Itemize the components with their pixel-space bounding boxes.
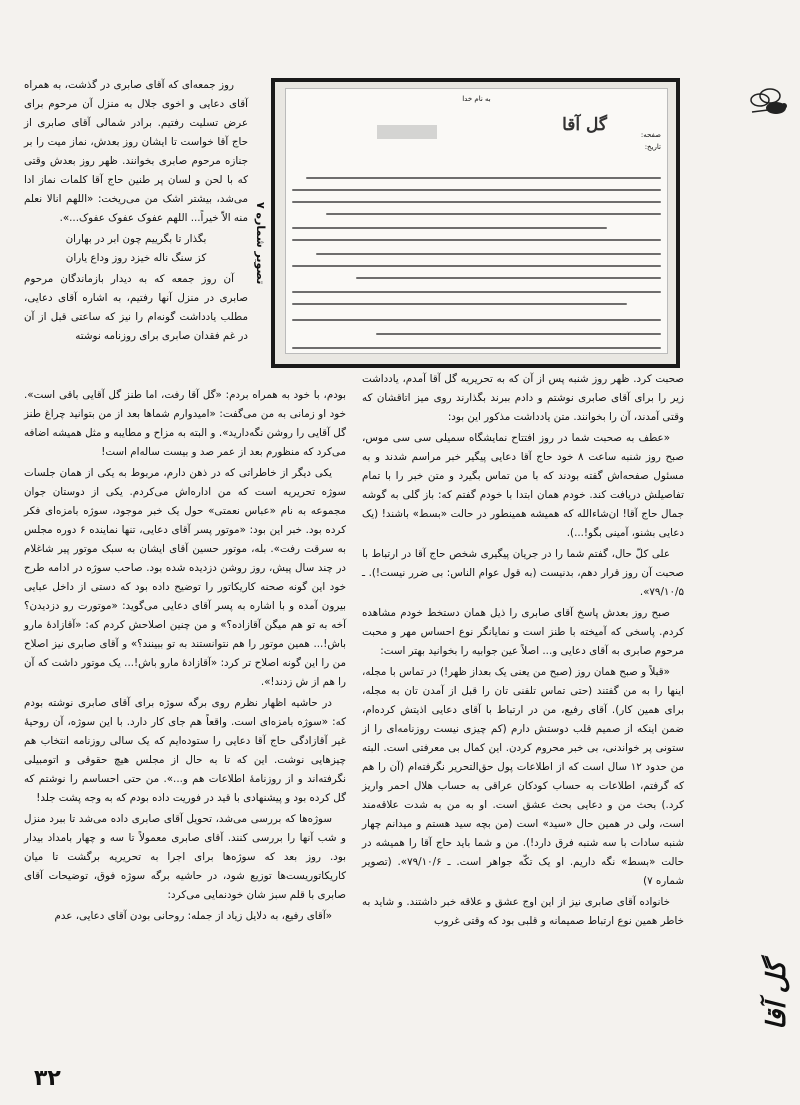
paragraph: «آقای رفیع، به دلایل زیاد از جمله: روحانی بودن آقای دعایی، عدم <box>54 910 332 922</box>
paragraph: یکی دیگر از خاطراتی که در ذهن دارم، مربوط به یکی از همان جلسات سوژه تحریریه است که من اداره‌اش می‌کردم. یکی از دوستان جوان مجموعه به نام «عباس نعمتی» حول یک خبر موجود، سوژه با‌مزه‌ای فکر کرده بود. خبر این بود: «موتور پسر آقای دعایی، تنها نماینده ۶ دوره مجلس به سرقت رفت». بله، موتور حسین آقای ایشان به سبک موتور پیر شاغلام در چند سال پیش، روز روشن دزدیده شده بود. صاحب سوژه در ادامه طرح خود این گونه صحنه کاریکاتور را توضیح داده بود که دستی از داخل عبایی بیرون آمده و با اشاره به پسر آقای دعایی می‌گوید: «موتورت رو دزدیدن؟ آخه به تو هم میگن آقازاده؟» و من چنین اصلاحش کردم که: «آقازادهٔ مارو باش!... همین موتور را هم نتوانستند به تو ببینند؟» و آقای صابری نیز اصلاح من را این گونه اصلاح تر کرد: «آقازادهٔ مارو باش!... یک موتور داشت که آن را هم از ش زدند!». <box>24 467 346 688</box>
paragraph: سوژه‌ها که بررسی می‌شد، تحویل آقای صابری داده می‌شد تا ببرد منزل و شب آنها را بررسی کنند. آقای صابری معمولاً تا سه و چهار بامداد بیدار بود. روز بعد که سوژه‌ها برای اجرا به تحریریه برگشت تا میان کاریکاتوریست‌ها توزیع شود، در حاشیه برگه سوژه فوق، توضیحات آقای صابری با قلم سبز شان خودنمایی می‌کرد: <box>24 813 346 901</box>
handwriting-line <box>292 303 627 305</box>
paragraph: «عطف به صحبت شما در روز افتتاح نمایشگاه سمیلی سی سی موس، صبح روز شنبه ساعت ۸ خود حاج آقا دعایی پیگیر خبر مراسم شدند و به مسئول صفحه‌اش گفته بودند که با من تماس بگیرد و متن خبر را با تمام تفاصیلش دریافت کند. خودم همان ابتدا با خودم گفتم که: باز گلی به گوشه جمال حاج آقا! ان‌شاءالله که همیشه همینطور در حالت «بسط» باشند! (یک دعایی بشنو، آمینی بگو!...). <box>362 432 685 539</box>
paragraph: آن روز جمعه که به دیدار بازماندگان مرحوم صابری در منزل آنها رفتیم، به اشاره آقای دعایی، مطلب یادداشت گونه‌ام را نیز که ساعتی قبل از آن در غم فقدان صابری برای روزنامه نوشته <box>24 273 248 342</box>
handwriting-line <box>292 319 661 321</box>
handwriting-line <box>326 213 661 215</box>
paragraph: صبح روز بعدش پاسخ آقای صابری را ذیل همان دستخط خودم مشاهده کردم. پاسخی که آمیخته با طنز است و نمایانگر نوع احساس مهر و محبت مرحوم صابری به آقای دعایی و... اصلاً عین جوابیه را بخوانید بهتر است: <box>362 607 684 657</box>
column-left-top <box>24 76 248 348</box>
column-left <box>24 386 346 928</box>
handwriting-line <box>316 253 661 255</box>
poem <box>24 230 248 268</box>
column-right <box>362 370 684 933</box>
handwriting-line <box>292 189 661 191</box>
note-page-label: صفحه: <box>640 131 661 139</box>
handwriting-line <box>376 333 661 335</box>
bee-icon <box>746 84 790 124</box>
note-logo: گل آقا <box>562 115 607 135</box>
note-stamp <box>377 125 437 139</box>
page-number: ۳۲ <box>34 1066 61 1091</box>
paragraph: خانواده آقای صابری نیز از این اوج عشق و علاقه خبر داشتند. و شاید به خاطر همین نوع ارتباط صمیمانه و قلبی بود که وقتی غروب <box>362 896 684 927</box>
poem-line: کز سنگ ناله خیزد روز وداع یاران <box>65 252 207 264</box>
paragraph: «قبلاً و صبح همان روز (صبح من یعنی یک بعداز ظهر!) در تماس با مجله، اینها را به من گفتند (حتی تماس تلفنی تان را قبل از آمدن تان به مجله، برای همین کار). آقای رفیع، من در ارتباط با آقای دعایی اذیتش کرده‌ام، ضمن اینکه از صمیم قلب دوستش دارم (کم چیزی نیست روزنامه‌ای را از ستونی پر خواندنی، بی خبر محروم کردن. این کمال بی معرفتی است. البته من حدود ۱۲ سال است که از اطلاعات پول حق‌التحریر نگرفته‌ام (آن را هم که گرفتم، اطلاعات به حساب کودکان عراقی به حساب هلال احمر واریز کرد.) بحث من و دعایی بحث عشق است. او به من به شدت علاقه‌مند است، ولی در همین حال «سید» است (من بچه سید هستم و میدانم چهار شنبه سادات با سه شنبه فرق دارد!). من و شما باید حاج آقا را همیشه در حالت «بسط» نگه داریم. او یک تکّه جواهر است. ـ ۷۹/۱۰/۶». (تصویر شماره ۷) <box>362 666 684 887</box>
paragraph: بودم، با خود به همراه بردم: «گل آقا رفت، اما طنز گل آقایی باقی است». خود او زمانی به من می‌گفت: «امیدوارم شماها بعد از من بتوانید چراغ طنز گل آقایی را روشن نگه‌دارید». و البته به مزاح و مطایبه و مثل همیشه اضافه می‌کرد که منظورم بعد از عمر صد و بیست ساله‌ام است! <box>24 389 346 458</box>
poem-line: بگذار تا بگرییم چون ابر در بهاران <box>65 233 207 245</box>
paragraph: روز جمعه‌ای که آقای صابری در گذشت، به همراه آقای دعایی و اخوی جلال به منزل آن مرحوم برای عرض تسلیت رفتیم. برادر شمالی آقای صابری از حاج آقا خواست تا ایشان روز بعدش، نماز میت را بر جنازه مرحوم صابری بخوانند. ظهر روز بعدش وقتی که با لحن و لسان پر طنین حاج آقا کلمات نماز ادا می‌شد، بیشتر اشک من می‌ریخت: «اللهم انالا نعلم منه الاّ خیراً... اللهم عفوک عفوک عفوک...». <box>24 79 248 224</box>
paragraph: صحبت کرد. ظهر روز شنبه پس از آن که به تحریریه گل آقا آمدم، یادداشت زیر را برای آقای صابری نوشتم و دادم ببرند بگذارند روی میز اتاقشان که وقتی آمدند، آن را بخوانند. متن یادداشت مذکور این بود: <box>362 373 684 423</box>
paragraph: در حاشیه اظهار نظرم روی برگه سوژه برای آقای صابری نوشته بودم که: «سوژه بامزه‌ای است. واقعاً هم جای کار دارد. با این سوژه، آن روحیهٔ غیر آقازادگی حاج آقا دعایی را ستوده‌ایم که یک سالی روزنامه انتخاب هم چیزهایی نوشت. این که تا به حال از مجلس هیچ حقوقی و اتومبیلی نگرفته‌اند و از روزنامهٔ اطلاعات هم و...». من حتی احساسم را نوشتم که گل کرده بود و پیشنهادی با قید در فوریت داده بودم که به وجه پشت جلد! <box>24 697 346 804</box>
handwriting-line <box>292 291 661 293</box>
handwriting-line <box>292 347 661 349</box>
handwriting-line <box>356 277 661 279</box>
handwriting-line <box>292 239 661 241</box>
note-date-label: تاریخ: <box>644 143 661 151</box>
handwriting-line <box>292 201 661 203</box>
note-bismillah: به نام خدا <box>462 95 491 103</box>
handwriting-line <box>292 265 661 267</box>
note-paper <box>275 82 676 364</box>
handwritten-note-photo <box>271 78 680 368</box>
handwriting-line <box>292 227 607 229</box>
paragraph: علی کلّ حال، گفتم شما را در جریان پیگیری شخص حاج آقا در ارتباط با صحبت آن روز قرار دهم، بدنیست (به قول عوام الناس: بی ضرر نیست!). ـ ۷۹/۱۰/۵». <box>362 548 684 598</box>
photo-caption: تصویر شماره ۷ <box>254 201 267 284</box>
note-letterhead <box>285 88 668 354</box>
handwriting-line <box>306 177 661 179</box>
magazine-logo: گل آقا <box>762 961 792 1031</box>
